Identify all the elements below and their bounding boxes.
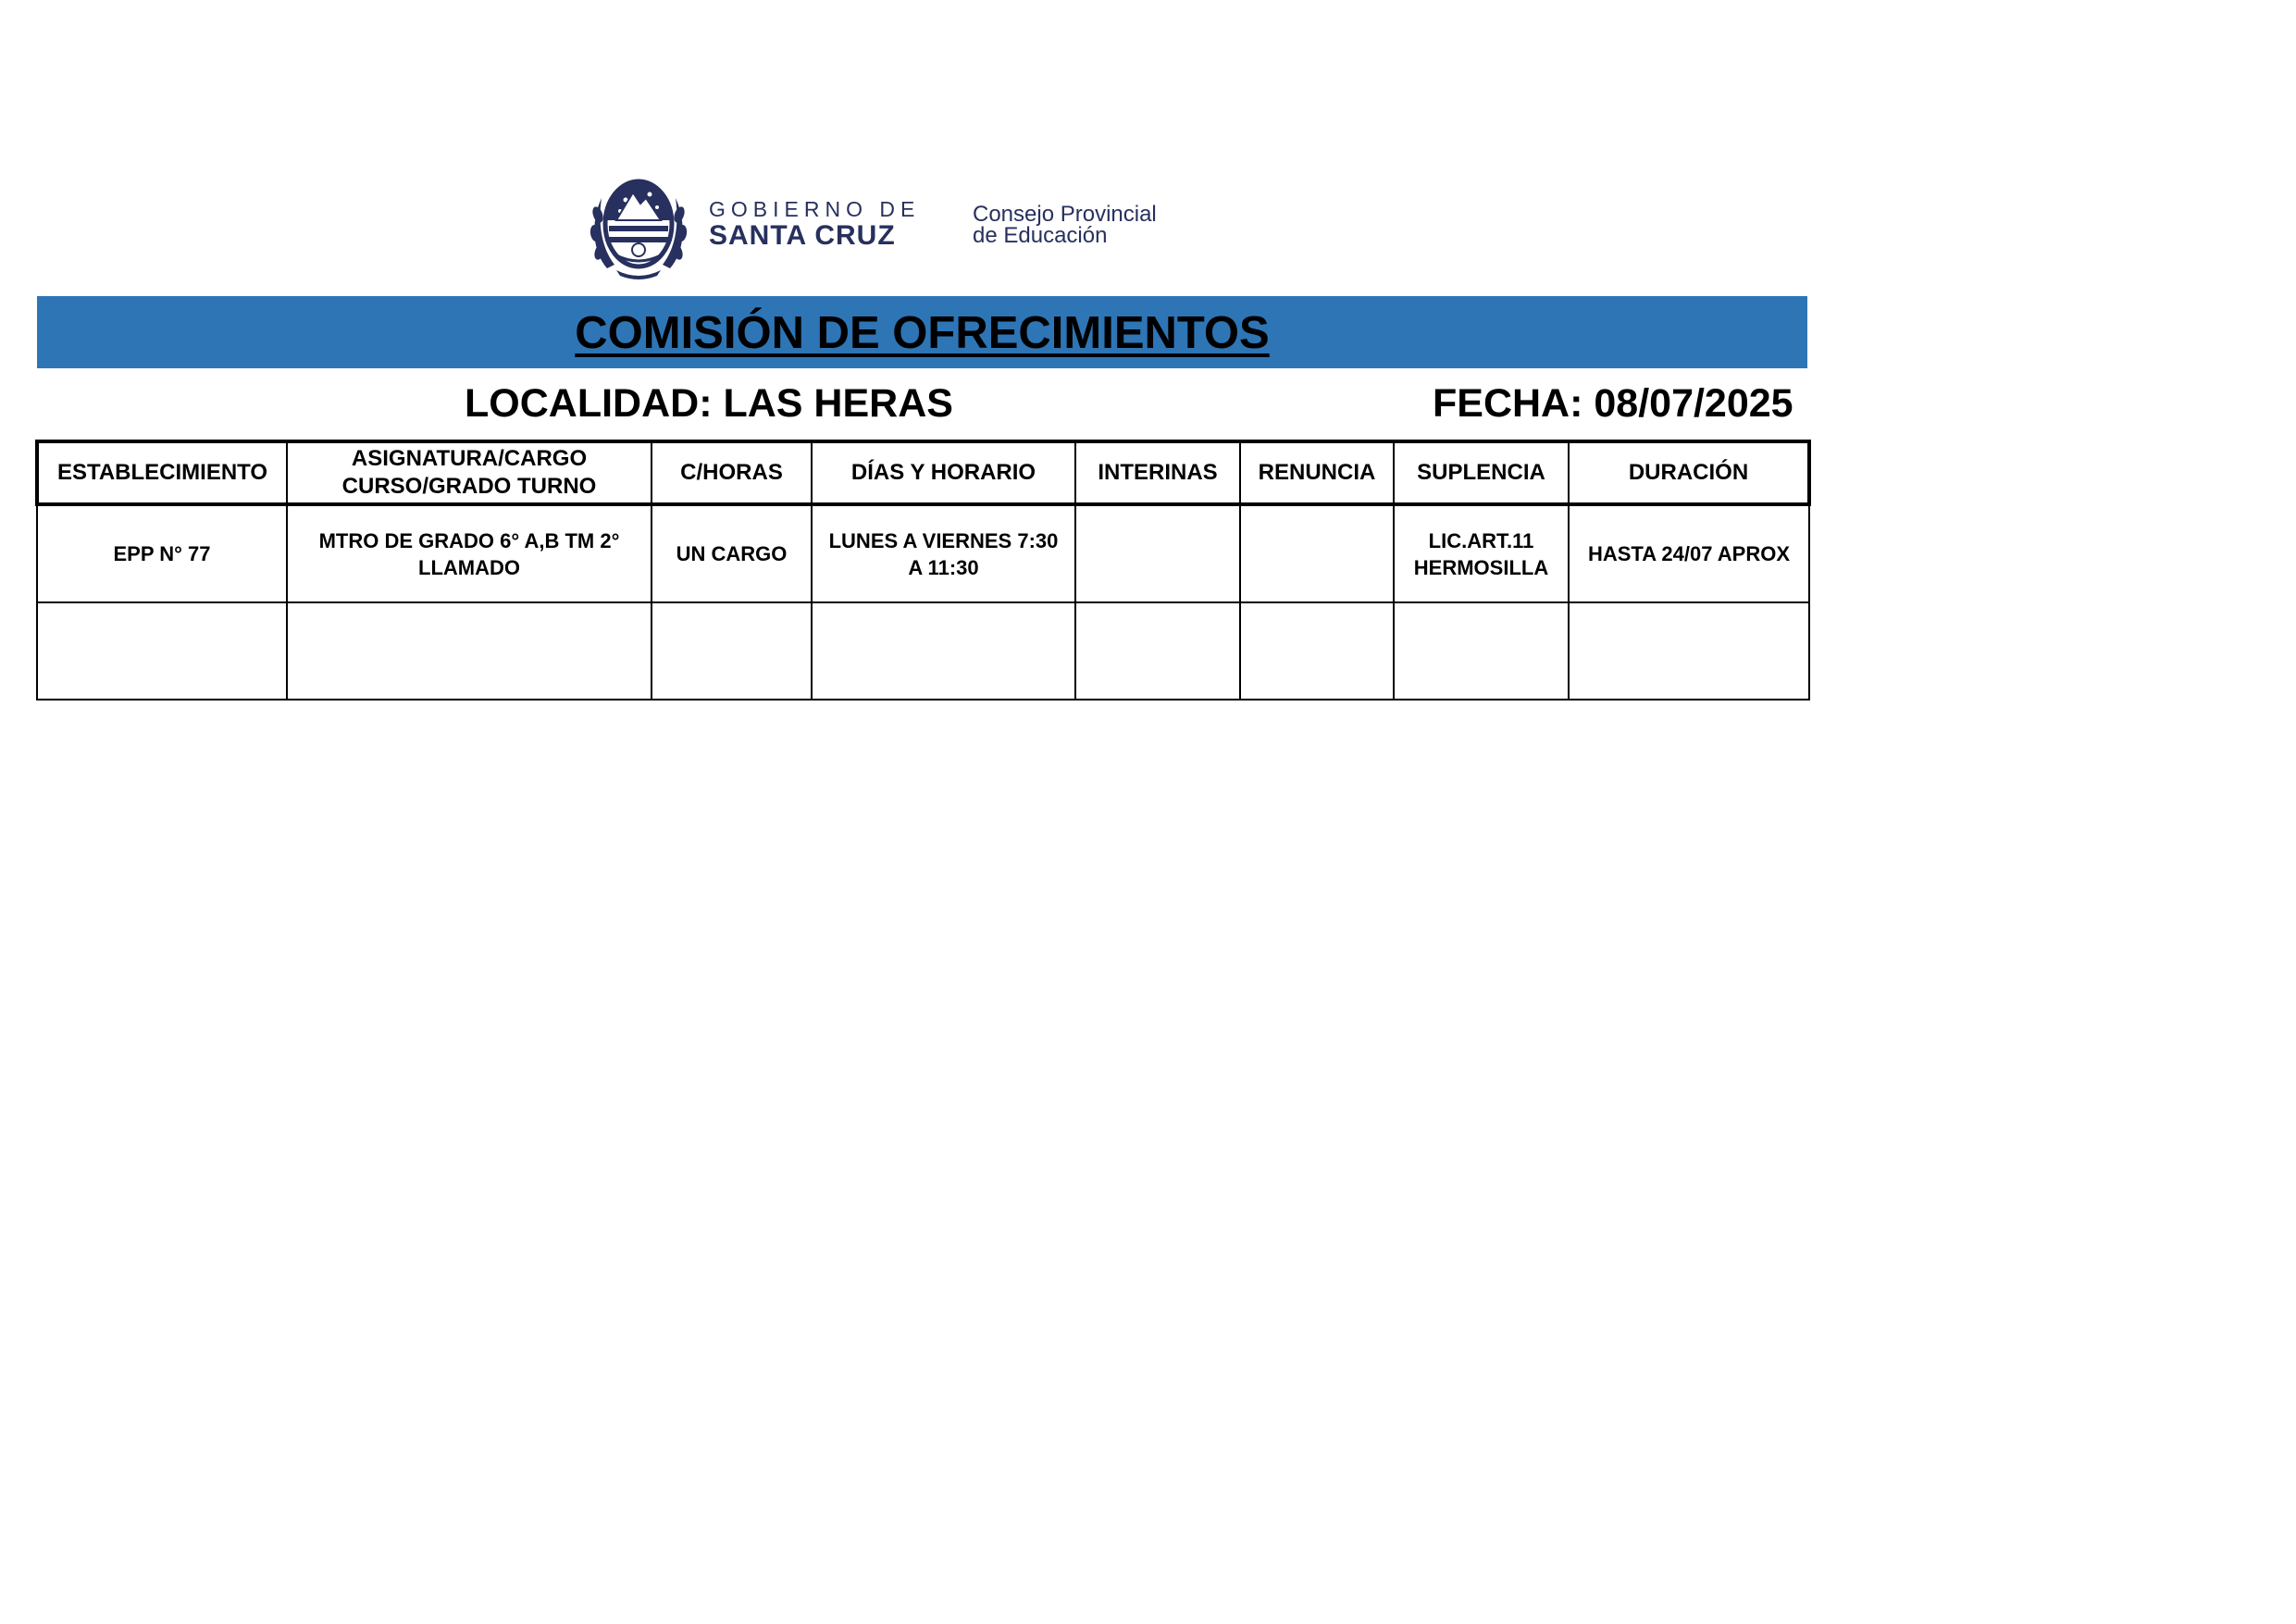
cell-establecimiento xyxy=(37,602,287,700)
cell-renuncia xyxy=(1240,504,1394,602)
header-interinas: INTERINAS xyxy=(1075,441,1240,504)
cell-suplencia xyxy=(1394,504,1569,602)
council-name-line2: de Educación xyxy=(973,223,1108,248)
cell-establecimiento: EPP N° 77 xyxy=(37,504,287,602)
header-choras: C/HORAS xyxy=(652,441,812,504)
table-header-row xyxy=(37,441,1809,504)
header-duracion: DURACIÓN xyxy=(1569,441,1809,504)
cell-asignatura xyxy=(287,602,652,700)
cell-interinas xyxy=(1075,602,1240,700)
header-asignatura xyxy=(287,441,652,504)
date-label: FECHA: 08/07/2025 xyxy=(1433,381,1793,426)
cell-duracion xyxy=(1569,602,1809,700)
cell-suplencia-line2: HERMOSILLA xyxy=(1413,555,1549,579)
header-dias: DÍAS Y HORARIO xyxy=(812,441,1075,504)
cell-dias: LUNES A VIERNES 7:30 A 11:30 xyxy=(812,504,1075,602)
government-logo xyxy=(589,167,1218,282)
table-row xyxy=(37,602,1809,700)
header-renuncia: RENUNCIA xyxy=(1240,441,1394,504)
header-asignatura-line1: ASIGNATURA/CARGO xyxy=(351,446,588,471)
offers-table xyxy=(35,440,1811,700)
cell-interinas xyxy=(1075,504,1240,602)
locality-label: LOCALIDAD: LAS HERAS xyxy=(465,381,953,426)
page-title: COMISIÓN DE OFRECIMIENTOS xyxy=(575,308,1270,358)
government-name-line1: GOBIERNO DE xyxy=(709,197,921,221)
cell-asignatura: MTRO DE GRADO 6° A,B TM 2° LLAMADO xyxy=(287,504,652,602)
cell-duracion: HASTA 24/07 APROX xyxy=(1569,504,1809,602)
header-suplencia: SUPLENCIA xyxy=(1394,441,1569,504)
cell-suplencia-line1: LIC.ART.11 xyxy=(1428,528,1534,552)
cell-choras xyxy=(652,602,812,700)
government-name-line2: SANTA CRUZ xyxy=(709,220,896,251)
cell-suplencia xyxy=(1394,602,1569,700)
coat-of-arms-icon xyxy=(589,167,689,282)
council-name-line1: Consejo Provincial xyxy=(973,202,1157,227)
cell-renuncia xyxy=(1240,602,1394,700)
header-asignatura-line2: CURSO/GRADO TURNO xyxy=(341,474,597,499)
cell-dias xyxy=(812,602,1075,700)
cell-choras: UN CARGO xyxy=(652,504,812,602)
header-establecimiento: ESTABLECIMIENTO xyxy=(37,441,287,504)
title-banner xyxy=(37,296,1807,368)
table-row xyxy=(37,504,1809,602)
